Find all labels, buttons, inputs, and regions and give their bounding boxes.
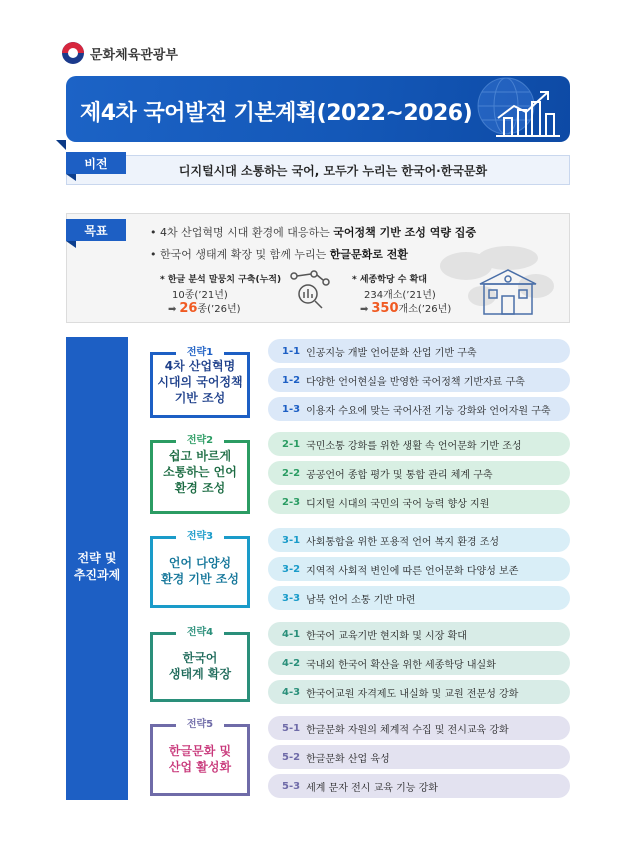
strategy-1-number: 전략1: [186, 347, 214, 358]
task-4-2: 4-2 국내외 한국어 확산을 위한 세종학당 내실화: [268, 651, 570, 675]
indicator-2-name: * 세종학당 수 확대: [352, 275, 427, 285]
indicator-1-base: 10종(’21년): [172, 290, 228, 301]
strategy-5-number: 전략5: [186, 719, 214, 730]
banner-fold: [56, 140, 70, 150]
arrow-right-icon: ➡: [168, 304, 177, 315]
task-3-2: 3-2 지역적 사회적 변인에 따른 언어문화 다양성 보존: [268, 557, 570, 581]
strategy-2-number: 전략2: [186, 435, 214, 446]
task-1-1: 1-1 인공지능 개발 언어문화 산업 기반 구축: [268, 339, 570, 363]
indicator-2-target: ➡ 350개소(’26년): [360, 301, 452, 316]
task-4-3: 4-3 한국어교원 자격제도 내실화 및 교원 전문성 강화: [268, 680, 570, 704]
task-2-1: 2-1 국민소통 강화를 위한 생활 속 언어문화 기반 조성: [268, 432, 570, 456]
arrow-right-icon: ➡: [360, 304, 369, 315]
goal-line-1: • 4차 산업혁명 시대 환경에 대응하는 국어정책 기반 조성 역량 집중: [150, 226, 477, 239]
task-1-2: 1-2 다양한 언어현실을 반영한 국어정책 기반자료 구축: [268, 368, 570, 392]
strategy-3-title: 언어 다양성 환경 기반 조성: [161, 556, 239, 586]
strategy-2-title: 쉽고 바르게 소통하는 언어 환경 조성: [163, 449, 237, 495]
vision-statement: 디지털시대 소통하는 국어, 모두가 누리는 한국어·한국문화: [178, 163, 488, 178]
indicator-2-base: 234개소(’21년): [364, 290, 436, 301]
strategy-3-number: 전략3: [186, 531, 214, 542]
task-2-2: 2-2 공공언어 종합 평가 및 통합 관리 체계 구축: [268, 461, 570, 485]
task-5-2: 5-2 한글문화 산업 육성: [268, 745, 570, 769]
analysis-magnifier-icon: [286, 268, 334, 312]
task-2-3: 2-3 디지털 시대의 국민의 국어 능력 향상 지원: [268, 490, 570, 514]
chart-arrow-icon: [468, 84, 568, 140]
task-5-3: 5-3 세계 문자 전시 교육 기능 강화: [268, 774, 570, 798]
task-4-1: 4-1 한국어 교육기반 현지화 및 시장 확대: [268, 622, 570, 646]
strategy-4-number: 전략4: [186, 627, 214, 638]
ministry-name: 문화체육관광부: [90, 47, 178, 63]
task-5-1: 5-1 한글문화 자원의 체계적 수집 및 전시교육 강화: [268, 716, 570, 740]
strategy-4-title: 한국어 생태계 확장: [168, 651, 232, 681]
indicator-1-target: ➡ 26종(’26년): [168, 301, 241, 316]
task-3-3: 3-3 남북 언어 소통 기반 마련: [268, 586, 570, 610]
page-title: 제4차 국어발전 기본계획(2022~2026): [80, 101, 473, 126]
ministry-logo-icon: [62, 42, 84, 64]
task-3-1: 3-1 사회통합을 위한 포용적 언어 복지 환경 조성: [268, 528, 570, 552]
indicator-1-name: * 한글 분석 말뭉치 구축(누적): [160, 275, 282, 285]
school-building-icon: [476, 266, 540, 316]
strategy-5-title: 한글문화 및 산업 활성화: [168, 744, 232, 774]
task-1-3: 1-3 이용자 수요에 맞는 국어사전 기능 강화와 언어자원 구축: [268, 397, 570, 421]
strategy-1-title: 4차 산업혁명 시대의 국어정책 기반 조성: [157, 359, 243, 405]
strategy-section-label: 전략 및 추진과제: [73, 551, 121, 582]
ministry-logo: [62, 42, 178, 64]
vision-label: 비전: [84, 156, 108, 171]
goals-tag: [66, 219, 126, 241]
goal-line-2: • 한국어 생태계 확장 및 함께 누리는 한글문화로 전환: [150, 248, 408, 261]
goals-label: 목표: [84, 223, 108, 238]
